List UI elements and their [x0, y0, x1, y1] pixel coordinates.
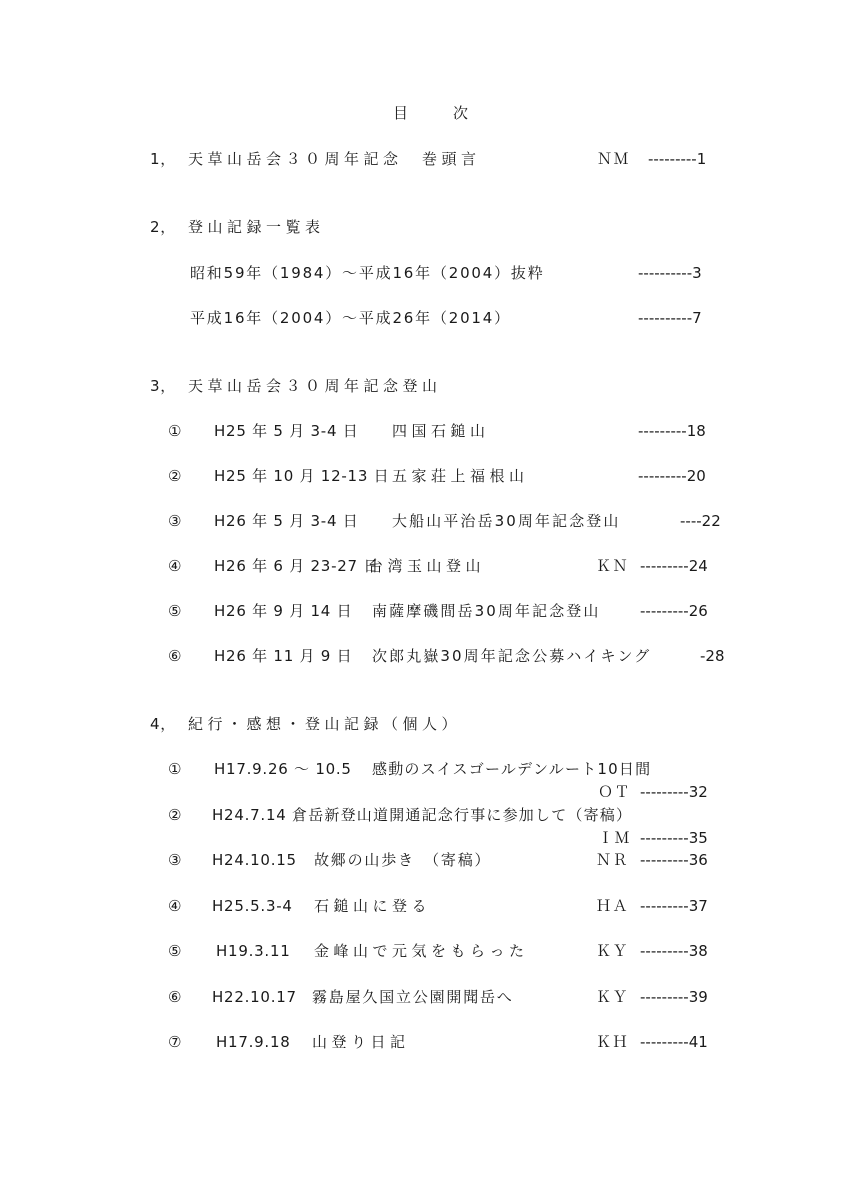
section2-item-2-text: 平成16年（2004）～平成26年（2014） [190, 309, 511, 327]
section4-item-5-author: ＫＹ [596, 942, 630, 960]
section2-item-1-page: ----------3 [638, 264, 702, 282]
section3-item-3-date: H26 年 5 月 3-4 日 [214, 512, 359, 530]
section4-item-4-text: 石鎚山に登る [314, 897, 432, 915]
section4-item-1-author: ＯＴ [598, 783, 632, 801]
section2-title: 登山記録一覧表 [188, 218, 325, 236]
section4-title: 紀行・感想・登山記録（個人） [188, 715, 462, 733]
section3-item-2-date: H25 年 10 月 12-13 日 [214, 467, 390, 485]
section4-item-5-text: 金峰山で元気をもらった [314, 942, 529, 960]
section1-title: 天草山岳会３０周年記念 巻頭言 [188, 150, 481, 168]
section3-item-6-page: -28 [700, 647, 725, 665]
section4-item-2-page: ---------35 [640, 829, 708, 847]
section4-item-2-text: 倉岳新登山道開通記念行事に参加して（寄稿） [292, 806, 633, 824]
section3-item-4-author: ＫＮ [596, 557, 630, 575]
section4-item-1-page: ---------32 [640, 783, 708, 801]
section4-item-6-page: ---------39 [640, 988, 708, 1006]
section3-number: 3， [150, 377, 177, 395]
section3-item-4-mark: ④ [168, 557, 186, 575]
section4-number: 4， [150, 715, 177, 733]
section4-item-1-date: H17.9.26 ～ 10.5 [214, 760, 352, 778]
section3-item-6-mark: ⑥ [168, 647, 186, 665]
section3-title: 天草山岳会３０周年記念登山 [188, 377, 442, 395]
section4-item-6-date: H22.10.17 [212, 988, 297, 1006]
section3-item-2-mark: ② [168, 467, 186, 485]
section4-item-7-page: ---------41 [640, 1033, 708, 1051]
section4-item-6-author: ＫＹ [596, 988, 630, 1006]
section4-item-3-text: 故郷の山歩き （寄稿） [314, 851, 492, 869]
section4-item-7-text: 山登り日記 [312, 1033, 410, 1051]
section3-item-3-mark: ③ [168, 512, 186, 530]
section4-item-6-mark: ⑥ [168, 988, 186, 1006]
section3-item-1-mark: ① [168, 422, 186, 440]
section3-item-5-page: ---------26 [640, 602, 708, 620]
section3-item-5-mark: ⑤ [168, 602, 186, 620]
section2-item-1-text: 昭和59年（1984）～平成16年（2004）抜粋 [190, 264, 545, 282]
section3-item-3-text: 大船山平治岳30周年記念登山 [392, 512, 621, 530]
section4-item-5-page: ---------38 [640, 942, 708, 960]
section4-item-7-date: H17.9.18 [216, 1033, 291, 1051]
section2-item-2-page: ----------7 [638, 309, 702, 327]
section3-item-1-date: H25 年 5 月 3-4 日 [214, 422, 359, 440]
section4-item-2-mark: ② [168, 806, 186, 824]
section4-item-1-text: 感動のスイスゴールデンルート10日間 [372, 760, 652, 778]
section3-item-4-text: 台湾玉山登山 [368, 557, 486, 575]
section4-item-3-page: ---------36 [640, 851, 708, 869]
section2-number: 2， [150, 218, 177, 236]
section4-item-1-mark: ① [168, 760, 186, 778]
section3-item-6-text: 次郎丸嶽30周年記念公募ハイキング [372, 647, 652, 665]
section4-item-4-mark: ④ [168, 897, 186, 915]
section3-item-3-page: ----22 [680, 512, 721, 530]
section4-item-7-mark: ⑦ [168, 1033, 186, 1051]
section4-item-2-date: H24.7.14 [212, 806, 287, 824]
section4-item-6-text: 霧島屋久国立公園開聞岳へ [312, 988, 514, 1006]
toc-title-b: 次 [453, 104, 469, 122]
section4-item-3-author: ＮＲ [596, 851, 630, 869]
section4-item-7-author: ＫＨ [596, 1033, 630, 1051]
section4-item-2-author: ＩＭ [598, 829, 632, 847]
section1-number: 1， [150, 150, 177, 168]
section3-item-5-text: 南薩摩磯間岳30周年記念登山 [372, 602, 601, 620]
section4-item-3-date: H24.10.15 [212, 851, 297, 869]
section4-item-5-date: H19.3.11 [216, 942, 291, 960]
section4-item-4-page: ---------37 [640, 897, 708, 915]
section3-item-4-page: ---------24 [640, 557, 708, 575]
section3-item-5-date: H26 年 9 月 14 日 [214, 602, 353, 620]
section3-item-1-page: ---------18 [638, 422, 706, 440]
section3-item-2-text: 五家荘上福根山 [392, 467, 529, 485]
section1-page: ---------1 [648, 150, 707, 168]
section3-item-4-date: H26 年 6 月 23-27 日 [214, 557, 380, 575]
section3-item-6-date: H26 年 11 月 9 日 [214, 647, 353, 665]
section4-item-5-mark: ⑤ [168, 942, 186, 960]
section4-item-4-author: ＨＡ [596, 897, 630, 915]
section3-item-2-page: ---------20 [638, 467, 706, 485]
section4-item-4-date: H25.5.3-4 [212, 897, 293, 915]
toc-title-a: 目 [393, 104, 409, 122]
section4-item-3-mark: ③ [168, 851, 186, 869]
section1-author: ＮＭ [597, 150, 631, 168]
section3-item-1-text: 四国石鎚山 [392, 422, 490, 440]
